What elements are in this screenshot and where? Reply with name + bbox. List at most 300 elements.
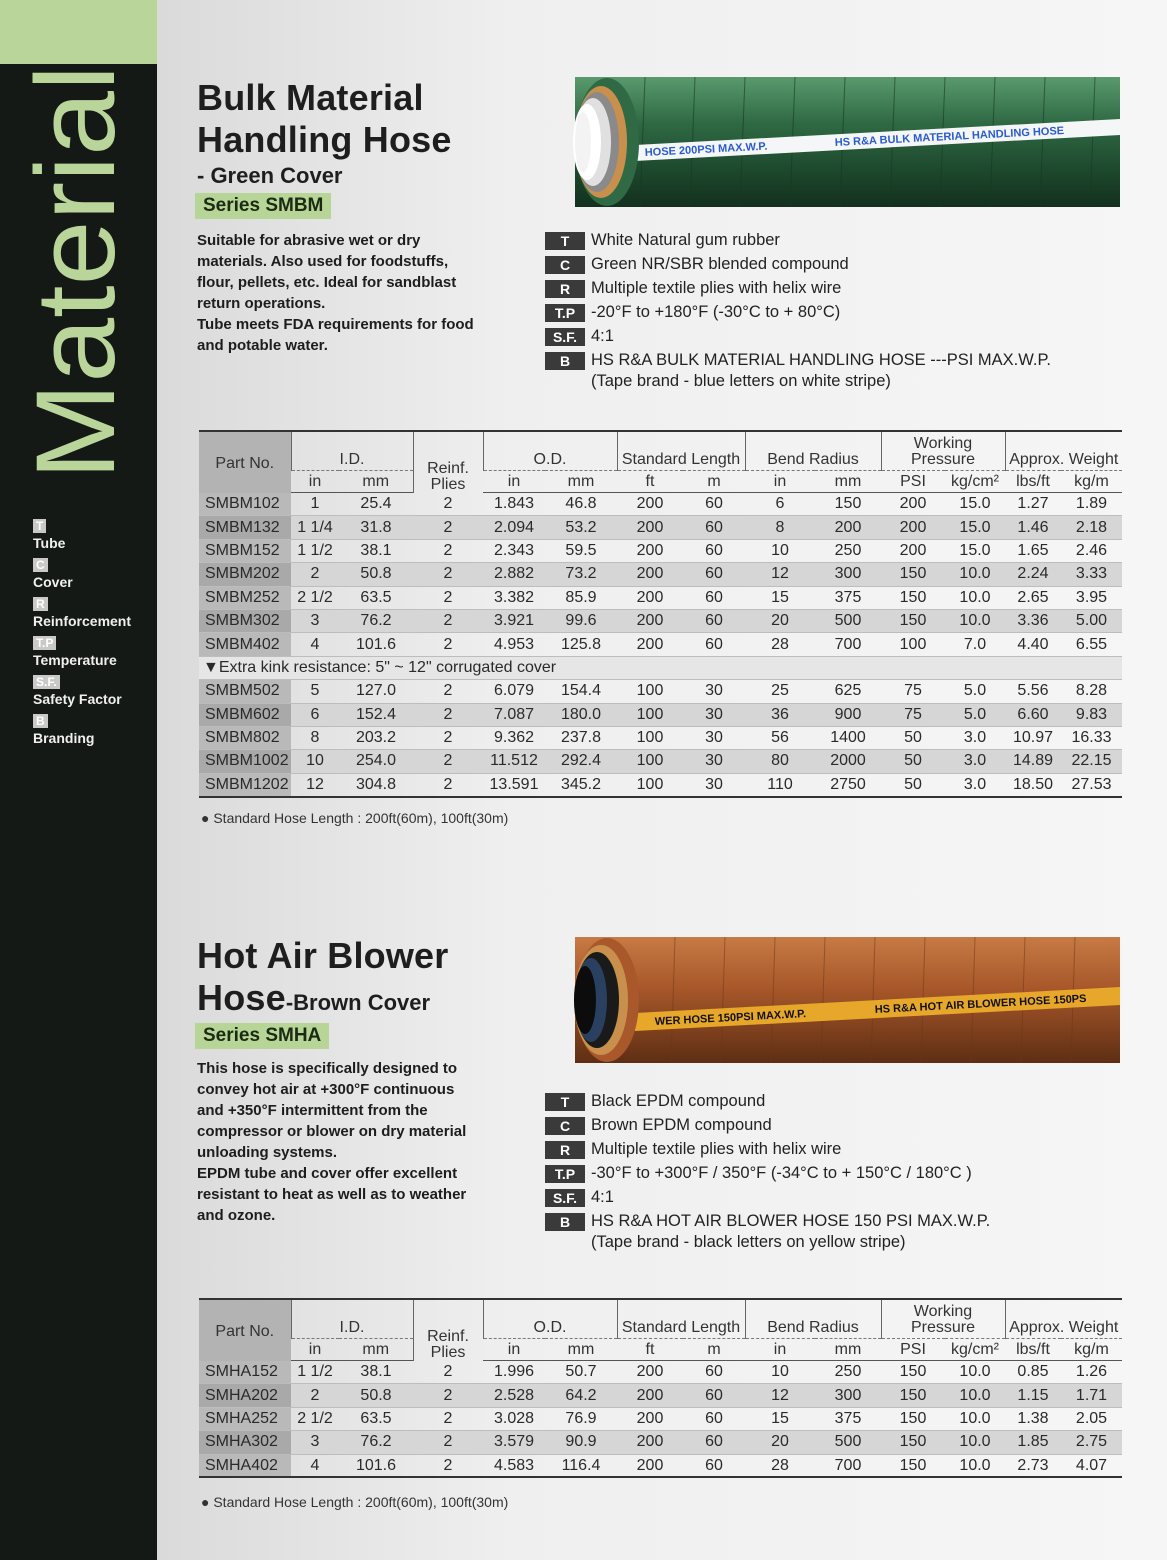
part-number-cell: SMBM802 (199, 726, 291, 749)
table-cell: 2.882 (483, 563, 545, 586)
header-unit: ft (617, 1339, 683, 1361)
table-cell: 150 (881, 609, 945, 632)
header-reinf: Reinf. Plies (413, 431, 483, 493)
table-cell: 2.75 (1061, 1431, 1122, 1454)
part-number-cell: SMBM302 (199, 609, 291, 632)
spec-text: Multiple textile plies with helix wire (591, 1140, 842, 1158)
table-cell: 8 (291, 726, 339, 749)
table-cell: 3 (291, 609, 339, 632)
spec-text: -30°F to +300°F / 350°F (-34°C to + 150°C / 180°C ) (591, 1164, 972, 1182)
spec-text-wrap (591, 302, 1145, 323)
table-cell: 2.05 (1061, 1407, 1122, 1430)
part-number-cell: SMBM502 (199, 680, 291, 703)
table-cell: 200 (617, 493, 683, 516)
table-cell: 2 (413, 1431, 483, 1454)
table-cell: 15.0 (945, 516, 1005, 539)
spec-row (545, 326, 1145, 347)
spec-subtext: (Tape brand - blue letters on white stripe) (591, 372, 891, 390)
table-cell: 10 (745, 1361, 815, 1384)
table-cell: 3.0 (945, 750, 1005, 773)
table-cell: 1 1/2 (291, 1361, 339, 1384)
header-od: O.D. (483, 431, 617, 471)
table-cell: 60 (683, 516, 745, 539)
table-cell: 2 (413, 563, 483, 586)
header-unit: kg/m (1061, 471, 1122, 493)
table-cell: 3.0 (945, 773, 1005, 796)
legend-name: Safety Factor (33, 691, 122, 707)
table-cell: 2 (413, 703, 483, 726)
header-unit: in (745, 1339, 815, 1361)
header-unit: mm (815, 471, 881, 493)
table-cell: 2.46 (1061, 539, 1122, 562)
header-length: Standard Length (617, 1299, 745, 1339)
brown-hose-image (535, 935, 1120, 1070)
part-number-cell: SMBM1202 (199, 773, 291, 796)
section2-title-line2: Hose (197, 977, 286, 1018)
table-cell: 76.2 (339, 1431, 413, 1454)
table-cell: 99.6 (545, 609, 617, 632)
section2-subtitle: -Brown Cover (285, 990, 431, 1015)
spec-code: R (545, 1141, 585, 1159)
table-cell: 10.0 (945, 1407, 1005, 1430)
header-unit: in (291, 1339, 339, 1361)
table-row (199, 1407, 1122, 1430)
table-cell: 200 (881, 539, 945, 562)
section1-title-line1: Bulk Material (197, 77, 424, 118)
table-cell: 1 1/4 (291, 516, 339, 539)
table-cell: 28 (745, 1454, 815, 1477)
table-cell: 200 (617, 563, 683, 586)
table-cell: 10.97 (1005, 726, 1061, 749)
spec-text: Black EPDM compound (591, 1092, 766, 1110)
table-row (199, 750, 1122, 773)
section2-specs (545, 1091, 1145, 1256)
spec-text-wrap (591, 254, 1145, 275)
table-cell: 200 (617, 516, 683, 539)
part-number-cell: SMBM132 (199, 516, 291, 539)
table-cell: 16.33 (1061, 726, 1122, 749)
table-cell: 90.9 (545, 1431, 617, 1454)
table-row (199, 563, 1122, 586)
table-cell: 200 (617, 586, 683, 609)
kink-note-row (199, 656, 1122, 679)
section-hot-air-blower (157, 880, 1167, 1560)
table-cell: 3.921 (483, 609, 545, 632)
table-cell: 18.50 (1005, 773, 1061, 796)
table-cell: 200 (881, 493, 945, 516)
hose1-stripe-right: HS R&A BULK MATERIAL HANDLING HOSE (834, 124, 1065, 149)
table-cell: 60 (683, 633, 745, 656)
header-unit: PSI (881, 1339, 945, 1361)
table-cell: 2.528 (483, 1384, 545, 1407)
table-cell: 6.60 (1005, 703, 1061, 726)
table-cell: 2 1/2 (291, 1407, 339, 1430)
header-unit: lbs/ft (1005, 471, 1061, 493)
table-cell: 5 (291, 680, 339, 703)
spec-text: Green NR/SBR blended compound (591, 255, 849, 273)
table-cell: 63.5 (339, 586, 413, 609)
spec-row (545, 254, 1145, 275)
table-cell: 150 (881, 1384, 945, 1407)
table-cell: 150 (881, 563, 945, 586)
table-cell: 59.5 (545, 539, 617, 562)
header-unit: mm (545, 1339, 617, 1361)
part-number-cell: SMBM252 (199, 586, 291, 609)
header-unit: in (483, 471, 545, 493)
header-weight: Approx. Weight (1005, 1299, 1122, 1339)
table-cell: 46.8 (545, 493, 617, 516)
table-cell: 30 (683, 726, 745, 749)
legend-code: R (33, 597, 48, 611)
description-line: flour, pellets, etc. Ideal for sandblast (197, 274, 457, 291)
spec-row (545, 302, 1145, 323)
header-unit: mm (545, 471, 617, 493)
table-cell: 250 (815, 1361, 881, 1384)
description-line: and +350°F intermittent from the (197, 1102, 428, 1119)
spec-subtext: (Tape brand - black letters on yellow stripe) (591, 1233, 906, 1251)
table-cell: 9.362 (483, 726, 545, 749)
table-cell: 2 (413, 773, 483, 796)
spec-row (545, 230, 1145, 251)
table-cell: 12 (745, 563, 815, 586)
table-cell: 25 (745, 680, 815, 703)
legend-item (33, 595, 153, 634)
part-number-cell: SMHA202 (199, 1384, 291, 1407)
table-cell: 76.9 (545, 1407, 617, 1430)
table-row (199, 703, 1122, 726)
header-unit: m (683, 1339, 745, 1361)
table-cell: 60 (683, 609, 745, 632)
table-cell: 700 (815, 1454, 881, 1477)
table-cell: 2 (291, 1384, 339, 1407)
table-cell: 6 (745, 493, 815, 516)
spec-row (545, 1091, 1145, 1112)
table-cell: 30 (683, 703, 745, 726)
description-line: unloading systems. (197, 1144, 338, 1161)
table-cell: 10.0 (945, 609, 1005, 632)
table-cell: 110 (745, 773, 815, 796)
header-length: Standard Length (617, 431, 745, 471)
table-cell: 3.382 (483, 586, 545, 609)
table-cell: 2 (413, 750, 483, 773)
table-cell: 10 (291, 750, 339, 773)
header-bend: Bend Radius (745, 1299, 881, 1339)
spec-text-wrap (591, 1091, 1145, 1112)
table-cell: 3.95 (1061, 586, 1122, 609)
table-cell: 36 (745, 703, 815, 726)
table-cell: 15.0 (945, 493, 1005, 516)
header-unit: lbs/ft (1005, 1339, 1061, 1361)
header-unit: kg/m (1061, 1339, 1122, 1361)
part-number-cell: SMBM1002 (199, 750, 291, 773)
table-cell: 10.0 (945, 1384, 1005, 1407)
table-cell: 2 (413, 586, 483, 609)
table-cell: 1400 (815, 726, 881, 749)
header-unit: m (683, 471, 745, 493)
header-od: O.D. (483, 1299, 617, 1339)
part-number-cell: SMHA302 (199, 1431, 291, 1454)
table-cell: 100 (881, 633, 945, 656)
description-line: EPDM tube and cover offer excellent (197, 1165, 458, 1182)
table-cell: 900 (815, 703, 881, 726)
spec-code: B (545, 352, 585, 370)
part-number-cell: SMBM152 (199, 539, 291, 562)
table-cell: 3.579 (483, 1431, 545, 1454)
table-cell: 116.4 (545, 1454, 617, 1477)
table-cell: 2 (413, 493, 483, 516)
legend-name: Temperature (33, 652, 117, 668)
table-cell: 20 (745, 1431, 815, 1454)
table-row (199, 609, 1122, 632)
spec-row (545, 1187, 1145, 1208)
table-cell: 3.0 (945, 726, 1005, 749)
table-cell: 200 (617, 633, 683, 656)
part-number-cell: SMBM102 (199, 493, 291, 516)
table-cell: 50 (881, 726, 945, 749)
table-cell: 60 (683, 1361, 745, 1384)
table-cell: 1.85 (1005, 1431, 1061, 1454)
section2-table (199, 1298, 1122, 1478)
header-part-no: Part No. (199, 431, 291, 493)
table-cell: 50.8 (339, 1384, 413, 1407)
header-id: I.D. (291, 431, 413, 471)
table-cell: 60 (683, 539, 745, 562)
table-cell: 0.85 (1005, 1361, 1061, 1384)
table-row (199, 586, 1122, 609)
table-cell: 300 (815, 1384, 881, 1407)
table-cell: 5.0 (945, 703, 1005, 726)
legend-name: Cover (33, 574, 73, 590)
spec-code: B (545, 1213, 585, 1231)
table-cell: 38.1 (339, 539, 413, 562)
table-cell: 2.18 (1061, 516, 1122, 539)
spec-text-wrap (591, 326, 1145, 347)
table-cell: 8.28 (1061, 680, 1122, 703)
table-cell: 2750 (815, 773, 881, 796)
table-cell: 2 1/2 (291, 586, 339, 609)
spec-code: T.P (545, 1165, 585, 1183)
spec-row (545, 1139, 1145, 1160)
legend-code: T.P (33, 636, 56, 650)
table-cell: 2 (291, 563, 339, 586)
table-cell: 200 (617, 609, 683, 632)
table-cell: 100 (617, 680, 683, 703)
table-cell: 150 (881, 586, 945, 609)
table-cell: 13.591 (483, 773, 545, 796)
table-row (199, 1361, 1122, 1384)
spec-code: C (545, 256, 585, 274)
table-cell: 237.8 (545, 726, 617, 749)
table-row (199, 633, 1122, 656)
table-row (199, 1431, 1122, 1454)
table-cell: 4.583 (483, 1454, 545, 1477)
table-cell: 3.36 (1005, 609, 1061, 632)
spec-text: Brown EPDM compound (591, 1116, 772, 1134)
table-row (199, 1384, 1122, 1407)
spec-text-wrap (591, 1187, 1145, 1208)
table-cell: 4.40 (1005, 633, 1061, 656)
table-cell: 2.73 (1005, 1454, 1061, 1477)
part-number-cell: SMHA252 (199, 1407, 291, 1430)
table-cell: 100 (617, 773, 683, 796)
spec-text: -20°F to +180°F (-30°C to + 80°C) (591, 303, 841, 321)
table-cell: 4.953 (483, 633, 545, 656)
table-cell: 150 (881, 1454, 945, 1477)
spec-text-wrap (591, 1115, 1145, 1136)
header-unit: in (745, 471, 815, 493)
table-cell: 2 (413, 1407, 483, 1430)
table-cell: 150 (815, 493, 881, 516)
table-cell: 2 (413, 539, 483, 562)
table-cell: 2.24 (1005, 563, 1061, 586)
green-hose-image (535, 75, 1120, 210)
header-unit: ft (617, 471, 683, 493)
spec-code: T (545, 1093, 585, 1111)
table-cell: 2.65 (1005, 586, 1061, 609)
table-cell: 7.087 (483, 703, 545, 726)
table-cell: 10.0 (945, 1431, 1005, 1454)
table-cell: 15 (745, 586, 815, 609)
spec-text-wrap (591, 1139, 1145, 1160)
table-cell: 85.9 (545, 586, 617, 609)
table-cell: 3 (291, 1431, 339, 1454)
table-cell: 203.2 (339, 726, 413, 749)
table-cell: 1.27 (1005, 493, 1061, 516)
sidebar-accent-block (0, 0, 157, 64)
table-cell: 73.2 (545, 563, 617, 586)
table-cell: 1 1/2 (291, 539, 339, 562)
spec-text-wrap (591, 350, 1145, 392)
hose1-stripe-left: HOSE 200PSI MAX.W.P. (644, 140, 768, 159)
legend-code: S.F. (33, 675, 60, 689)
table-cell: 2 (413, 609, 483, 632)
description-line: Suitable for abrasive wet or dry (197, 232, 421, 249)
table-row (199, 1454, 1122, 1477)
table-row (199, 539, 1122, 562)
table-cell: 300 (815, 563, 881, 586)
description-line: This hose is specifically designed to (197, 1060, 458, 1077)
table-cell: 304.8 (339, 773, 413, 796)
section1-specs (545, 230, 1145, 395)
spec-row (545, 1163, 1145, 1184)
table-cell: 56 (745, 726, 815, 749)
table-cell: 2 (413, 633, 483, 656)
legend-name: Branding (33, 730, 95, 746)
section1-table (199, 430, 1122, 798)
legend-item (33, 556, 153, 595)
section2-footnote: ● Standard Hose Length : 200ft(60m), 100ft(30m) (201, 1494, 509, 1510)
table-cell: 63.5 (339, 1407, 413, 1430)
table-cell: 200 (815, 516, 881, 539)
table-cell: 2 (413, 1361, 483, 1384)
spec-code: C (545, 1117, 585, 1135)
header-unit: mm (339, 1339, 413, 1361)
table-cell: 30 (683, 750, 745, 773)
table-cell: 7.0 (945, 633, 1005, 656)
table-cell: 60 (683, 1384, 745, 1407)
table-cell: 38.1 (339, 1361, 413, 1384)
header-unit: in (483, 1339, 545, 1361)
hose2-stripe-left: WER HOSE 150PSI MAX.W.P. (654, 1008, 807, 1028)
table-cell: 2 (413, 1454, 483, 1477)
table-cell: 8 (745, 516, 815, 539)
table-cell: 60 (683, 1431, 745, 1454)
table-cell: 345.2 (545, 773, 617, 796)
table-cell: 200 (617, 1384, 683, 1407)
table-cell: 200 (617, 1407, 683, 1430)
header-unit: kg/cm² (945, 1339, 1005, 1361)
table-cell: 9.83 (1061, 703, 1122, 726)
table-cell: 6.079 (483, 680, 545, 703)
table-cell: 254.0 (339, 750, 413, 773)
table-cell: 75 (881, 680, 945, 703)
section1-description (197, 230, 507, 356)
vertical-title (13, 60, 138, 490)
description-line: and ozone. (197, 1207, 276, 1224)
table-cell: 200 (881, 516, 945, 539)
legend-item (33, 712, 153, 751)
table-cell: 20 (745, 609, 815, 632)
table-cell: 375 (815, 1407, 881, 1430)
table-cell: 127.0 (339, 680, 413, 703)
table-cell: 100 (617, 750, 683, 773)
table-cell: 76.2 (339, 609, 413, 632)
table-cell: 28 (745, 633, 815, 656)
spec-text-wrap (591, 1163, 1145, 1184)
table-cell: 11.512 (483, 750, 545, 773)
table-cell: 60 (683, 493, 745, 516)
description-line: Tube meets FDA requirements for food (197, 316, 474, 333)
table-cell: 1.843 (483, 493, 545, 516)
spec-text-wrap (591, 1211, 1145, 1253)
part-number-cell: SMHA402 (199, 1454, 291, 1477)
table-cell: 50.8 (339, 563, 413, 586)
table-cell: 15 (745, 1407, 815, 1430)
table-cell: 5.00 (1061, 609, 1122, 632)
table-cell: 60 (683, 1454, 745, 1477)
spec-text: HS R&A BULK MATERIAL HANDLING HOSE ---PSI MAX.W.P. (591, 351, 1051, 369)
spec-text: 4:1 (591, 327, 614, 345)
table-row (199, 516, 1122, 539)
table-row (199, 493, 1122, 516)
legend-code: C (33, 558, 48, 572)
table-cell: 4 (291, 633, 339, 656)
table-cell: 60 (683, 1407, 745, 1430)
table-cell: 500 (815, 1431, 881, 1454)
table-cell: 4 (291, 1454, 339, 1477)
table-cell: 10 (745, 539, 815, 562)
header-unit: kg/cm² (945, 471, 1005, 493)
spec-code: R (545, 280, 585, 298)
table-cell: 101.6 (339, 1454, 413, 1477)
table-cell: 180.0 (545, 703, 617, 726)
table-cell: 12 (291, 773, 339, 796)
table-cell: 101.6 (339, 633, 413, 656)
section1-title-line2: Handling Hose (197, 119, 452, 160)
table-cell: 31.8 (339, 516, 413, 539)
table-cell: 1.15 (1005, 1384, 1061, 1407)
vertical-title-text: Material (13, 81, 138, 480)
table-cell: 27.53 (1061, 773, 1122, 796)
section1-subtitle: - Green Cover (197, 163, 343, 188)
spec-text: Multiple textile plies with helix wire (591, 279, 842, 297)
hose2-stripe-right: HS R&A HOT AIR BLOWER HOSE 150PS (874, 992, 1087, 1016)
description-line: resistant to heat as well as to weather (197, 1186, 467, 1203)
spec-code: T.P (545, 304, 585, 322)
table-cell: 154.4 (545, 680, 617, 703)
header-bend: Bend Radius (745, 431, 881, 471)
table-cell: 200 (617, 1454, 683, 1477)
